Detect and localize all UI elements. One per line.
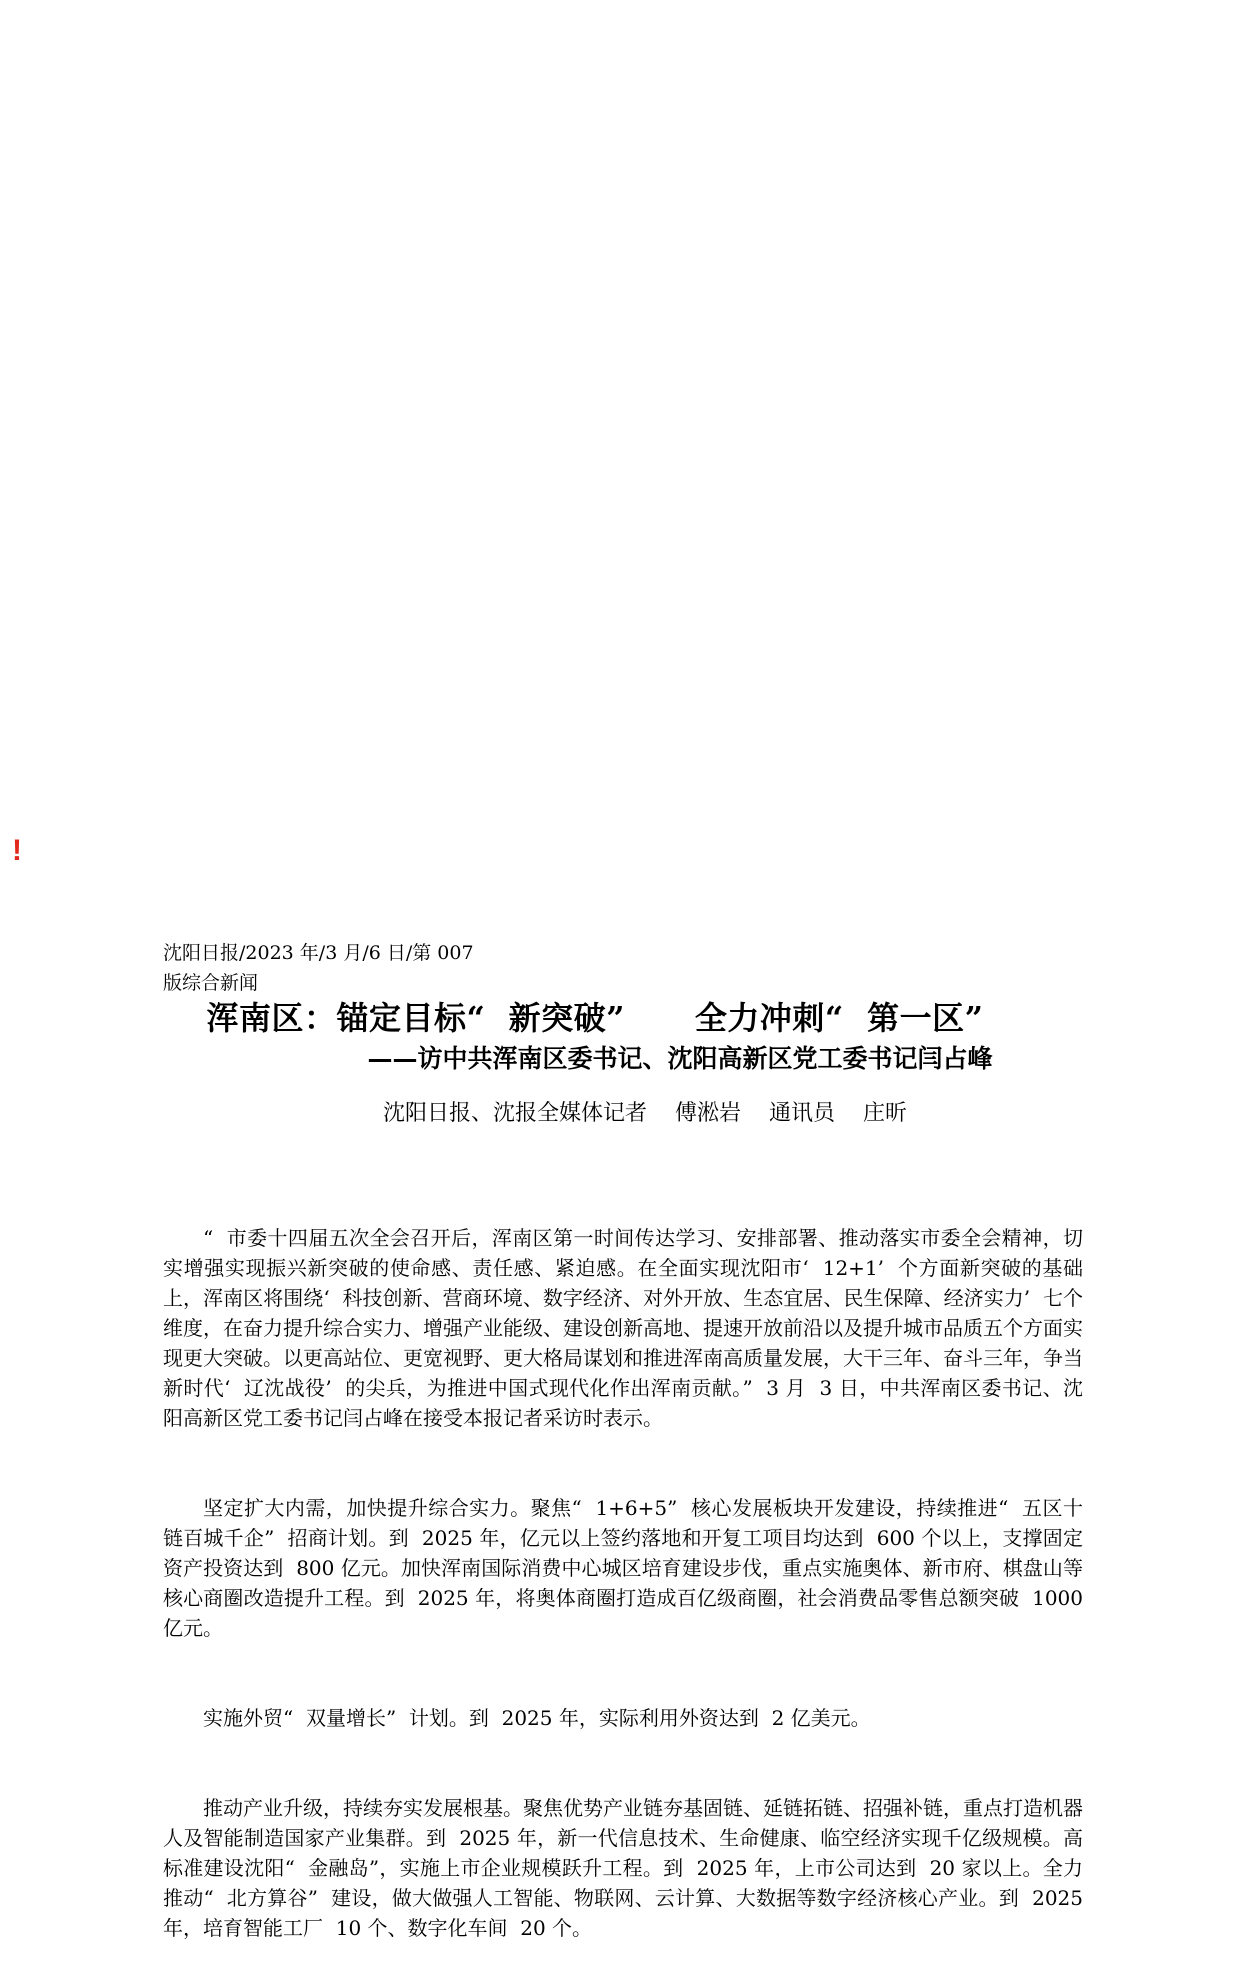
paragraph: 推动产业升级，持续夯实发展根基。聚焦优势产业链夯基固链、延链拓链、招强补链，重点打造机器人及智能制造国家产业集群。到 2025 年，新一代信息技术、生命健康、临空经济实现千亿级规模。高标准建设沈阳“ 金融岛”，实施上市企业规模跃升工程。到 2025 年，上市公司达到 20 家以上。全力推动“ 北方算谷” 建设，做大做强人工智能、物联网、云计算、大数据等数字经济核心产业。到 2025 年，培育智能工厂 10 个、数字化车间 20 个。 [163, 1796, 1090, 1940]
headline-block [0, 996, 1240, 1078]
paragraph: 坚定扩大内需，加快提升综合实力。聚焦“ 1+6+5” 核心发展板块开发建设，持续推进“ 五区十链百城千企” 招商计划。到 2025 年，亿元以上签约落地和开复工项目均达到 600 个以上，支撑固定资产投资达到 800 亿元。加快浑南国际消费中心城区培育建设步伐，重点实施奥体、新市府、棋盘山等核心商圈改造提升工程。到 2025 年，将奥体商圈打造成百亿级商圈，社会消费品零售总额突破 1000 亿元。 [163, 1496, 1090, 1640]
article-subtitle: ——访中共浑南区委书记、沈阳高新区党工委书记闫占峰 [367, 1044, 993, 1073]
article-title: 浑南区：锚定目标“ 新突破” 全力冲刺“ 第一区” [206, 999, 984, 1037]
paragraph: 实施外贸“ 双量增长” 计划。到 2025 年，实际利用外资达到 2 亿美元。 [203, 1706, 871, 1730]
source-info [163, 938, 513, 998]
article-body [163, 1163, 1090, 1973]
paragraph: “ 市委十四届五次全会召开后，浑南区第一时间传达学习、安排部署、推动落实市委全会精神，切实增强实现振兴新突破的使命感、责任感、紧迫感。在全面实现沈阳市‘ 12+1’ 个方面新突破的基础上，浑南区将围绕‘ 科技创新、营商环境、数字经济、对外开放、生态宜居、民生保障、经济实力’ 七个维度，在奋力提升综合实力、增强产业能级、建设创新高地、提速开放前沿以及提升城市品质五个方面实现更大突破。以更高站位、更宽视野、更大格局谋划和推进浑南高质量发展，大干三年、奋斗三年，争当新时代‘ 辽沈战役’ 的尖兵，为推进中国式现代化作出浑南贡献。” 3 月 3 日，中共浑南区委书记、沈阳高新区党工委书记闫占峰在接受本报记者采访时表示。 [163, 1226, 1083, 1430]
source-line-section: 版综合新闻 [163, 972, 259, 994]
byline: 沈阳日报、沈报全媒体记者 傅淞岩 通讯员 庄昕 [383, 1101, 907, 1126]
red-exclamation-mark: ! [12, 834, 22, 867]
source-line-date: 沈阳日报/2023 年/3 月/6 日/第 007 [163, 942, 474, 964]
